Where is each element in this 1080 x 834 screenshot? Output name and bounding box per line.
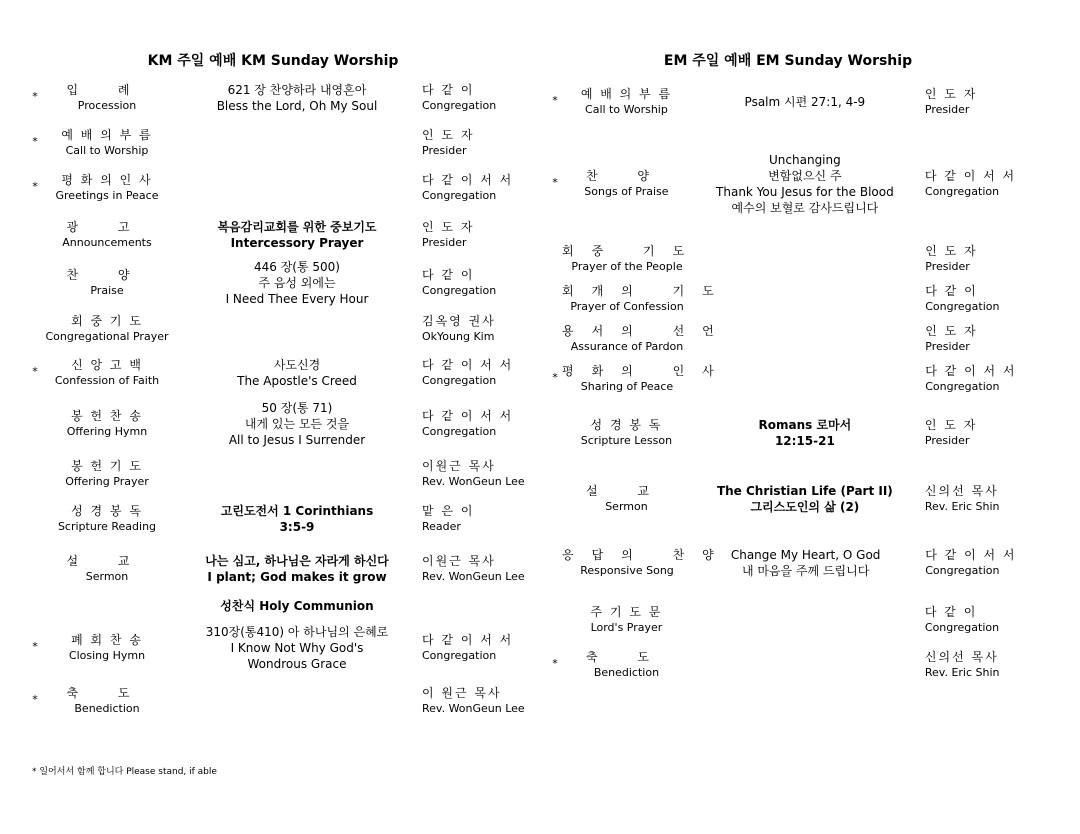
item-leader: [422, 553, 525, 584]
item-leader: [422, 357, 518, 388]
item-leader: [919, 649, 1028, 680]
item-detail-line: Romans 로마서: [758, 417, 852, 432]
item-detail-line: 예수의 보혈로 감사드립니다: [731, 201, 879, 216]
stand-marker: *: [32, 90, 38, 104]
leader-english: Rev. WonGeun Lee: [422, 569, 525, 583]
leader-korean: 이 원근 목사: [422, 686, 502, 701]
item-detail-line: 310장(통410) 아 하나님의 은혜로: [205, 624, 389, 639]
em-service-item: [548, 467, 1028, 531]
item-leader: [919, 86, 1028, 117]
km-service-item: [28, 453, 525, 495]
em-service-item: [548, 399, 1028, 467]
item-detail: [172, 259, 422, 308]
leader-korean: 인 도 자: [925, 324, 978, 339]
stand-marker: *: [32, 180, 38, 194]
leader-korean: 다 같 이 서 서: [422, 173, 514, 188]
leader-english: Presider: [925, 259, 970, 273]
item-name: [42, 267, 172, 298]
stand-marker: *: [552, 176, 558, 190]
em-service-item: [548, 595, 1028, 645]
item-name-english: Offering Prayer: [65, 474, 149, 488]
km-service-item: [28, 307, 518, 351]
item-name: [42, 82, 172, 113]
item-name: [562, 283, 732, 314]
leader-korean: 다 같 이: [422, 268, 475, 283]
item-detail-line: 사도신경: [273, 357, 321, 372]
leader-english: Congregation: [422, 424, 497, 438]
em-service-item: [548, 75, 1028, 129]
item-name: [42, 357, 172, 388]
item-detail: [691, 417, 919, 449]
item-name-english: Sermon: [605, 499, 648, 513]
item-detail-line: Unchanging: [769, 152, 841, 167]
item-name: [562, 323, 732, 354]
item-name: [562, 243, 703, 274]
stand-marker: *: [552, 371, 558, 385]
item-name-english: Prayer of Confession: [570, 299, 684, 313]
item-detail-line: 주 음성 외에는: [258, 275, 336, 290]
km-service-item: [28, 165, 518, 211]
item-detail: [692, 547, 919, 579]
item-leader: [919, 363, 1028, 394]
item-detail-line: 나는 심고, 하나님은 자라게 하신다: [205, 553, 389, 568]
leader-korean: 신의선 목사: [924, 484, 999, 499]
leader-english: Presider: [924, 102, 970, 116]
item-leader: [422, 458, 525, 489]
item-name-korean: 입 례: [66, 83, 148, 98]
km-heading: KM 주일 예배 KM Sunday Worship: [147, 53, 399, 69]
item-name-english: Responsive Song: [580, 563, 674, 577]
leader-english: Congregation: [925, 379, 1000, 393]
item-name-korean: 응답의 찬양: [562, 548, 732, 563]
leader-english: Congregation: [422, 373, 497, 387]
item-name-english: Prayer of the People: [571, 259, 683, 273]
item-name-english: Benediction: [593, 665, 660, 679]
item-name-english: Procession: [77, 98, 137, 112]
leader-korean: 다 같 이 서 서: [422, 358, 514, 373]
leader-korean: 다 같 이 서 서: [925, 364, 1017, 379]
item-name-english: Lord's Prayer: [590, 620, 663, 634]
item-name: [42, 503, 172, 534]
em-service-item: [548, 319, 1028, 359]
item-name: [562, 604, 691, 635]
item-detail: [172, 503, 422, 535]
item-name-korean: 축 도: [585, 650, 667, 665]
leader-korean: 다 같 이: [924, 605, 978, 620]
item-name: [562, 483, 691, 514]
leader-korean: 이원근 목사: [422, 554, 496, 569]
em-order-of-worship: [548, 52, 1028, 685]
stand-marker: *: [32, 365, 38, 379]
km-service-item: [28, 121, 518, 165]
item-leader: [422, 172, 518, 203]
item-leader: [422, 408, 518, 439]
item-leader: [422, 503, 518, 534]
leader-english: Rev. Eric Shin: [924, 665, 1000, 679]
item-detail-line: I Need Thee Every Hour: [225, 291, 369, 306]
km-service-item: [28, 595, 518, 617]
item-detail: [172, 219, 422, 251]
item-name: [42, 172, 172, 203]
item-detail: [691, 152, 919, 217]
item-detail-line: Intercessory Prayer: [230, 235, 364, 250]
item-name-english: Offering Hymn: [66, 424, 148, 438]
leader-english: Congregation: [924, 184, 1000, 198]
leader-english: Congregation: [422, 283, 497, 297]
leader-korean: 김옥영 권사: [422, 314, 496, 329]
item-leader: [919, 323, 1028, 354]
item-name-english: Congregational Prayer: [45, 329, 169, 343]
item-detail-line: 변함없으신 주: [768, 168, 842, 183]
item-detail-line: 621 장 찬양하라 내영혼아: [227, 82, 367, 97]
item-leader: [422, 267, 518, 298]
item-name: [562, 168, 691, 199]
item-name-english: Closing Hymn: [68, 648, 146, 662]
item-name: [42, 632, 172, 663]
em-rows: [548, 75, 1028, 685]
item-detail: [172, 624, 422, 673]
item-leader: [919, 168, 1028, 199]
item-leader: [422, 127, 518, 158]
leader-english: Congregation: [422, 648, 497, 662]
item-name: [42, 219, 172, 250]
item-detail: [172, 357, 422, 389]
item-name: [42, 408, 172, 439]
km-service-item: [28, 75, 518, 121]
em-service-item: [548, 129, 1028, 239]
item-detail-line: 50 장(통 71): [261, 400, 333, 415]
em-service-item: [548, 359, 1028, 399]
leader-korean: 다 같 이 서 서: [422, 633, 514, 648]
item-detail: [691, 94, 919, 110]
item-detail: [691, 483, 919, 515]
leader-english: Reader: [422, 519, 461, 533]
leader-korean: 인 도 자: [422, 220, 475, 235]
leader-english: Rev. WonGeun Lee: [422, 701, 525, 715]
leader-english: Presider: [924, 433, 970, 447]
item-name-english: Benediction: [74, 701, 140, 715]
item-detail-line: I Know Not Why God's: [230, 640, 364, 655]
leader-english: Congregation: [925, 563, 1000, 577]
stand-footnote: * 일어서서 함께 합니다 Please stand, if able: [32, 767, 217, 777]
item-name-korean: 성 경 봉 독: [590, 418, 663, 433]
stand-marker: *: [552, 657, 558, 671]
item-name: [42, 313, 172, 344]
item-name-korean: 신 앙 고 백: [71, 358, 143, 373]
em-service-item: [548, 239, 1028, 279]
leader-korean: 다 같 이 서 서: [925, 548, 1017, 563]
item-name-korean: 회개의 기도: [562, 284, 732, 299]
item-detail: [172, 82, 422, 114]
leader-korean: 다 같 이: [422, 83, 475, 98]
item-detail-line: 그리스도인의 삶 (2): [750, 499, 860, 514]
item-detail: [172, 598, 422, 614]
leader-english: Presider: [422, 143, 467, 157]
item-name-korean: 예 배 의 부 름: [580, 87, 673, 102]
item-detail-line: Bless the Lord, Oh My Soul: [216, 98, 378, 113]
item-leader: [422, 219, 518, 250]
leader-english: Congregation: [422, 188, 497, 202]
item-name-english: Greetings in Peace: [55, 188, 159, 202]
item-name-english: Songs of Praise: [584, 184, 669, 198]
item-leader: [919, 243, 1028, 274]
item-detail-line: 고린도전서 1 Corinthians: [220, 503, 374, 518]
item-name: [562, 86, 691, 117]
item-name-english: Announcements: [62, 235, 152, 249]
km-service-item: [28, 679, 525, 723]
leader-korean: 다 같 이 서 서: [422, 409, 514, 424]
item-name-korean: 평화의 인사: [562, 364, 732, 379]
item-leader: [422, 82, 518, 113]
item-name-korean: 찬 양: [66, 268, 148, 283]
item-name-korean: 설 교: [585, 484, 667, 499]
item-leader: [919, 283, 1028, 314]
item-detail-line: The Christian Life (Part II): [716, 483, 893, 498]
leader-korean: 신의선 목사: [924, 650, 999, 665]
em-heading: EM 주일 예배 EM Sunday Worship: [663, 53, 913, 69]
item-name: [562, 547, 732, 578]
item-name-english: Call to Worship: [65, 143, 149, 157]
item-name: [42, 553, 172, 584]
item-detail-line: Psalm 시편 27:1, 4-9: [744, 94, 866, 109]
item-name-english: Scripture Reading: [57, 519, 157, 533]
item-detail-line: 3:5-9: [279, 519, 315, 534]
item-name-english: Assurance of Pardon: [570, 339, 684, 353]
item-leader: [422, 685, 525, 716]
item-detail-line: The Apostle's Creed: [237, 373, 357, 388]
km-service-item: [28, 395, 518, 453]
item-leader: [919, 547, 1028, 578]
item-leader: [422, 632, 518, 663]
item-name-english: Scripture Lesson: [580, 433, 673, 447]
item-name-korean: 찬 양: [585, 169, 667, 184]
leader-english: Rev. Eric Shin: [924, 499, 1000, 513]
km-rows: [28, 75, 525, 723]
item-name: [42, 458, 172, 489]
item-name: [42, 127, 172, 158]
item-leader: [422, 313, 518, 344]
em-service-item: [548, 531, 1028, 595]
km-service-item: [28, 351, 518, 395]
item-detail-line: 복음감리교회를 위한 중보기도: [217, 219, 377, 234]
item-name-english: Sermon: [85, 569, 129, 583]
leader-korean: 인 도 자: [924, 418, 978, 433]
item-detail-line: I plant; God makes it grow: [207, 569, 387, 584]
leader-english: Presider: [422, 235, 467, 249]
item-detail-line: 내 마음을 주께 드립니다: [741, 563, 870, 578]
item-name: [562, 649, 691, 680]
item-detail-line: Wondrous Grace: [247, 656, 347, 671]
leader-english: Congregation: [422, 98, 497, 112]
leader-korean: 맡 은 이: [422, 504, 475, 519]
item-name-korean: 회 중 기 도: [71, 314, 143, 329]
item-name: [562, 417, 691, 448]
stand-marker: *: [552, 94, 558, 108]
item-name-korean: 주 기 도 문: [590, 605, 663, 620]
item-name-korean: 광 고: [66, 220, 148, 235]
leader-korean: 인 도 자: [925, 244, 978, 259]
item-detail-line: Change My Heart, O God: [730, 547, 881, 562]
item-name-korean: 예 배 의 부 름: [61, 128, 153, 143]
stand-marker: *: [32, 693, 38, 707]
km-service-item: [28, 543, 525, 595]
km-service-item: [28, 211, 518, 259]
item-name-korean: 폐 회 찬 송: [71, 633, 143, 648]
stand-marker: *: [32, 640, 38, 654]
item-name-korean: 봉 헌 찬 송: [71, 409, 143, 424]
km-order-of-worship: [28, 52, 525, 723]
item-detail-line: 12:15-21: [774, 433, 835, 448]
item-name-korean: 평 화 의 인 사: [61, 173, 153, 188]
item-detail-line: 성찬식 Holy Communion: [220, 598, 374, 613]
item-name-korean: 성 경 봉 독: [71, 504, 143, 519]
leader-korean: 다 같 이: [925, 284, 978, 299]
item-name-korean: 축 도: [66, 686, 148, 701]
em-service-item: [548, 279, 1028, 319]
item-name-korean: 회중 기도: [562, 244, 703, 259]
leader-english: Congregation: [924, 620, 1000, 634]
item-name: [562, 363, 732, 394]
item-name-english: Confession of Faith: [54, 373, 160, 387]
km-service-item: [28, 617, 518, 679]
item-detail-line: Thank You Jesus for the Blood: [716, 184, 894, 199]
item-name-korean: 설 교: [66, 554, 148, 569]
leader-english: Congregation: [925, 299, 1000, 313]
item-leader: [919, 604, 1028, 635]
item-detail-line: All to Jesus I Surrender: [228, 432, 366, 447]
leader-korean: 이원근 목사: [422, 459, 496, 474]
item-name-korean: 봉 헌 기 도: [71, 459, 143, 474]
item-detail-line: 446 장(통 500): [254, 259, 340, 274]
leader-korean: 인 도 자: [422, 128, 475, 143]
item-name-korean: 용서의 선언: [562, 324, 732, 339]
leader-english: Rev. WonGeun Lee: [422, 474, 525, 488]
em-service-item: [548, 645, 1028, 685]
leader-korean: 인 도 자: [924, 87, 978, 102]
leader-english: OkYoung Kim: [422, 329, 495, 343]
leader-english: Presider: [925, 339, 970, 353]
km-service-item: [28, 259, 518, 307]
stand-marker: *: [32, 135, 38, 149]
item-detail: [172, 553, 422, 585]
item-leader: [919, 417, 1028, 448]
item-detail: [172, 400, 422, 449]
item-name-english: Sharing of Peace: [580, 379, 674, 393]
item-detail-line: 내게 있는 모든 것을: [244, 416, 350, 431]
item-name: [42, 685, 172, 716]
item-leader: [919, 483, 1028, 514]
item-name-english: Praise: [90, 283, 124, 297]
leader-korean: 다 같 이 서 서: [924, 169, 1017, 184]
km-service-item: [28, 495, 518, 543]
item-name-english: Call to Worship: [585, 102, 668, 116]
